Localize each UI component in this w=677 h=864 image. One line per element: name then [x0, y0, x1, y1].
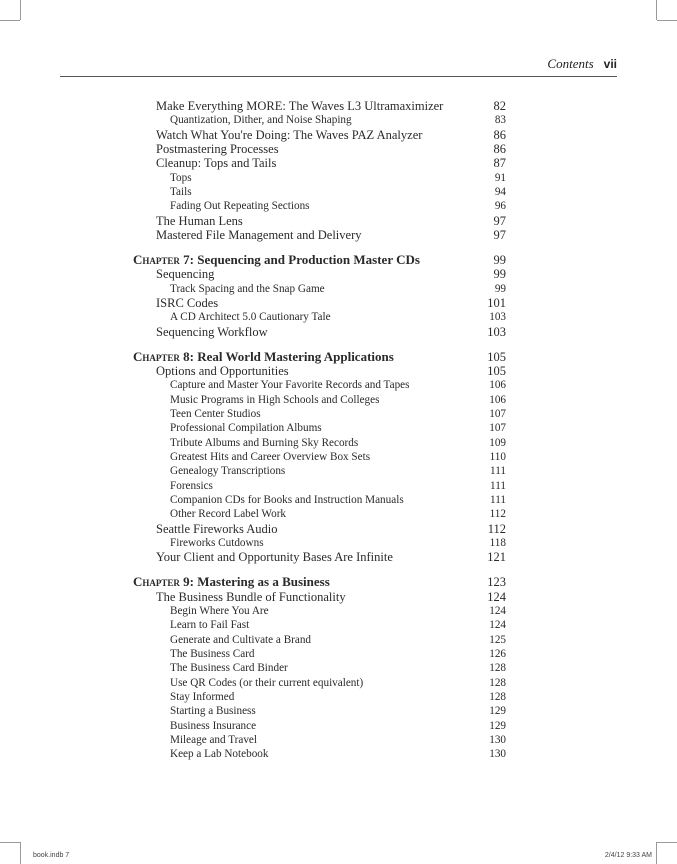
toc-entry [0, 393, 677, 407]
toc-entry [0, 536, 677, 550]
toc-page-number: 103 [489, 311, 506, 324]
toc-chapter-entry [0, 575, 677, 589]
toc-page-number: 99 [493, 252, 506, 267]
toc-entry-title: Fading Out Repeating Sections [170, 200, 310, 213]
toc-entry-title: Professional Compilation Albums [170, 422, 322, 435]
toc-page-number: 124 [487, 589, 506, 604]
toc-page-number: 86 [493, 142, 506, 157]
toc-entry-title: Generate and Cultivate a Brand [170, 633, 312, 646]
header-title: Contents [547, 56, 594, 71]
toc-entry-title: Stay Informed [170, 690, 235, 703]
toc-entry [0, 156, 677, 170]
toc-page-number: 125 [489, 633, 506, 646]
toc-entry-title: Begin Where You Are [170, 604, 269, 617]
toc-page-number: 99 [494, 282, 506, 295]
toc-entry-title: Forensics [170, 479, 213, 492]
toc-page-number: 83 [494, 114, 506, 127]
toc-entry-title: Keep a Lab Notebook [170, 748, 269, 761]
toc-entry [0, 99, 677, 113]
toc-entry-title: Teen Center Studios [170, 407, 261, 420]
toc-page-number: 112 [487, 521, 506, 536]
toc-chapter-entry [0, 350, 677, 364]
toc-page-number: 106 [489, 379, 506, 392]
toc-entry [0, 450, 677, 464]
toc-entry [0, 228, 677, 242]
toc-page-number: 130 [489, 733, 506, 746]
toc-page-number: 110 [489, 450, 506, 463]
crop-mark [656, 0, 657, 20]
toc-entry [0, 407, 677, 421]
toc-page-number: 107 [489, 407, 506, 420]
toc-entry [0, 267, 677, 281]
chapter-title: Real World Mastering Applications [197, 348, 394, 364]
toc-entry [0, 128, 677, 142]
toc-entry-title: Learn to Fail Fast [170, 619, 250, 632]
toc-page-number: 105 [487, 363, 506, 378]
toc-page-number: 82 [493, 99, 506, 113]
toc-entry [0, 282, 677, 296]
toc-entry-title: Music Programs in High Schools and Colleges [170, 393, 380, 406]
toc-entry [0, 747, 677, 761]
toc-entry-title: The Business Bundle of Functionality [156, 589, 346, 604]
header-page-number: vii [603, 57, 617, 71]
toc-page-number: 112 [489, 508, 506, 521]
toc-entry-title: Fireworks Cutdowns [170, 536, 264, 549]
toc-entry-title: A CD Architect 5.0 Cautionary Tale [170, 311, 331, 324]
toc-entry-title: The Human Lens [156, 213, 243, 228]
toc-entry [0, 199, 677, 213]
toc-entry [0, 590, 677, 604]
toc-page-number: 111 [490, 479, 506, 492]
toc-entry-title: Cleanup: Tops and Tails [156, 156, 277, 171]
toc-entry [0, 113, 677, 127]
toc-page-number: 111 [490, 465, 506, 478]
toc-page-number: 107 [489, 422, 506, 435]
chapter-title: Sequencing and Production Master CDs [197, 251, 420, 267]
crop-mark [657, 842, 677, 843]
toc-entry [0, 464, 677, 478]
toc-entry-title: Capture and Master Your Favorite Records and Tapes [170, 379, 410, 392]
crop-mark [656, 842, 657, 864]
chapter-title: Mastering as a Business [197, 574, 330, 590]
toc-entry [0, 214, 677, 228]
toc-page-number: 130 [489, 748, 506, 761]
toc-entry [0, 647, 677, 661]
toc-entry-title: Options and Opportunities [156, 363, 289, 378]
toc-entry-title: Starting a Business [170, 705, 256, 718]
toc-entry-title: Genealogy Transcriptions [170, 465, 286, 478]
toc-entry [0, 493, 677, 507]
toc-entry-title: Quantization, Dither, and Noise Shaping [170, 114, 352, 127]
toc-page-number: 94 [494, 186, 506, 199]
toc-entry-title: Other Record Label Work [170, 508, 287, 521]
crop-mark [20, 842, 21, 864]
table-of-contents [0, 99, 677, 762]
toc-page-number: 109 [489, 436, 506, 449]
toc-entry [0, 719, 677, 733]
toc-entry [0, 733, 677, 747]
toc-entry-title: Postmastering Processes [156, 142, 279, 157]
toc-page-number: 97 [493, 228, 506, 243]
toc-page-number: 97 [493, 213, 506, 228]
toc-entry-title [133, 350, 394, 364]
footer-right: 2/4/12 9:33 AM [604, 852, 652, 859]
toc-entry-title: Make Everything MORE: The Waves L3 Ultramaximizer [156, 99, 444, 113]
toc-entry [0, 550, 677, 564]
chapter-label: Chapter 7: [133, 251, 194, 267]
toc-entry [0, 142, 677, 156]
toc-page-number: 96 [494, 200, 506, 213]
toc-page-number: 87 [493, 156, 506, 171]
toc-page-number: 124 [489, 619, 506, 632]
toc-page-number: 101 [487, 295, 506, 310]
toc-entry-title: ISRC Codes [156, 295, 219, 310]
crop-mark [657, 20, 677, 21]
toc-entry [0, 325, 677, 339]
toc-entry [0, 676, 677, 690]
toc-entry [0, 704, 677, 718]
toc-page-number: 128 [489, 662, 506, 675]
toc-entry-title: Business Insurance [170, 719, 257, 732]
toc-page-number: 86 [493, 127, 506, 142]
header-rule [60, 76, 617, 77]
toc-entry-title [133, 253, 420, 267]
crop-mark [0, 842, 20, 843]
toc-page-number: 99 [493, 267, 506, 282]
toc-page-number: 124 [489, 604, 506, 617]
toc-entry [0, 378, 677, 392]
toc-entry-title: Sequencing Workflow [156, 324, 268, 339]
toc-entry-title: Companion CDs for Books and Instruction Manuals [170, 493, 404, 506]
toc-entry-title: Tribute Albums and Burning Sky Records [170, 436, 359, 449]
toc-entry-title: Greatest Hits and Career Overview Box Sets [170, 450, 371, 463]
toc-page-number: 128 [489, 690, 506, 703]
crop-mark [0, 20, 20, 21]
toc-page-number: 91 [494, 171, 506, 184]
toc-entry [0, 421, 677, 435]
toc-page-number: 111 [490, 493, 506, 506]
toc-entry [0, 633, 677, 647]
chapter-label: Chapter 8: [133, 348, 194, 364]
crop-mark [20, 0, 21, 20]
toc-entry [0, 436, 677, 450]
toc-entry-title: Tails [170, 186, 192, 199]
toc-entry-title: Track Spacing and the Snap Game [170, 282, 325, 295]
toc-page-number: 105 [487, 349, 506, 364]
toc-entry [0, 171, 677, 185]
toc-entry [0, 618, 677, 632]
toc-entry-title [133, 575, 330, 589]
toc-entry [0, 364, 677, 378]
toc-entry [0, 522, 677, 536]
toc-entry-title: Mileage and Travel [170, 733, 257, 746]
toc-entry [0, 479, 677, 493]
toc-entry-title: Sequencing [156, 267, 215, 282]
toc-page-number: 129 [489, 719, 506, 732]
toc-page-number: 106 [489, 393, 506, 406]
toc-page-number: 129 [489, 705, 506, 718]
toc-entry-title: Seattle Fireworks Audio [156, 521, 278, 536]
running-header [547, 56, 617, 72]
toc-entry-title: Tops [170, 171, 192, 184]
toc-entry [0, 661, 677, 675]
toc-entry [0, 507, 677, 521]
toc-entry [0, 310, 677, 324]
toc-entry-title: The Business Card Binder [170, 662, 288, 675]
toc-entry [0, 296, 677, 310]
toc-page-number: 123 [487, 575, 506, 590]
toc-page-number: 103 [487, 324, 506, 339]
toc-entry-title: Mastered File Management and Delivery [156, 228, 362, 243]
toc-entry [0, 604, 677, 618]
toc-entry-title: Use QR Codes (or their current equivalent) [170, 676, 364, 689]
toc-entry [0, 690, 677, 704]
toc-page-number: 118 [489, 536, 506, 549]
toc-chapter-entry [0, 253, 677, 267]
toc-entry-title: The Business Card [170, 647, 255, 660]
footer-left: book.indb 7 [33, 852, 70, 859]
toc-page-number: 128 [489, 676, 506, 689]
toc-page-number: 126 [489, 647, 506, 660]
toc-entry [0, 185, 677, 199]
toc-entry-title: Watch What You're Doing: The Waves PAZ Analyzer [156, 127, 423, 142]
toc-page-number: 121 [487, 550, 506, 565]
chapter-label: Chapter 9: [133, 574, 194, 590]
toc-entry-title: Your Client and Opportunity Bases Are Infinite [156, 550, 393, 565]
